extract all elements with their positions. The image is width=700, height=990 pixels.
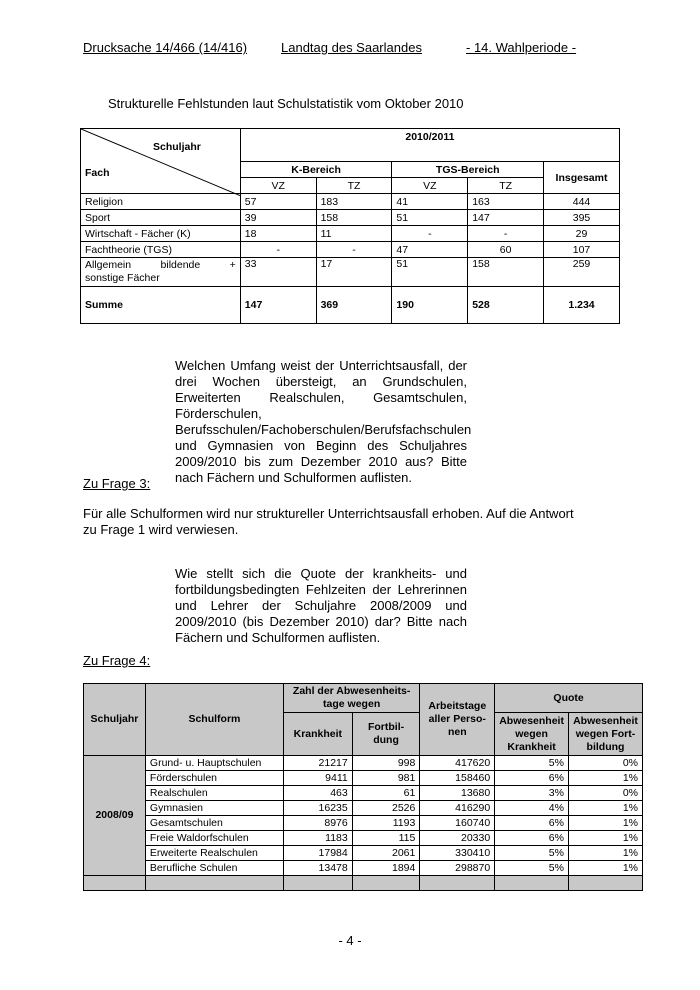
- cell: 47: [392, 242, 468, 258]
- cell-fortbildung: 115: [352, 831, 420, 846]
- sub-header: TZ: [316, 178, 392, 194]
- empty-cell: [568, 876, 642, 891]
- sub-header: TZ: [468, 178, 544, 194]
- cell-arbeitstage: 416290: [420, 801, 495, 816]
- cell-schulform: Gesamtschulen: [145, 816, 283, 831]
- header-period: - 14. Wahlperiode -: [466, 40, 577, 55]
- cell-quote-fortbildung: 0%: [568, 786, 642, 801]
- empty-cell: [495, 876, 569, 891]
- total-header: Insgesamt: [544, 162, 620, 194]
- cell-quote-fortbildung: 1%: [568, 801, 642, 816]
- cell-krankheit: 463: [283, 786, 352, 801]
- cell-schulform: Freie Waldorfschulen: [145, 831, 283, 846]
- cell-quote-krankheit: 3%: [495, 786, 569, 801]
- cell-fortbildung: 998: [352, 756, 420, 771]
- header-abw-fortbildung: Abwesenheit wegen Fort-bildung: [568, 713, 642, 756]
- corner-label-fach: Fach: [85, 167, 110, 179]
- empty-cell: [283, 876, 352, 891]
- header-zahl-abwesenheitstage: Zahl der Abwesenheits-tage wegen: [283, 684, 419, 713]
- table-row: [84, 861, 643, 876]
- row-label: Sport: [81, 210, 241, 226]
- table-row: [84, 771, 643, 786]
- cell-fortbildung: 2061: [352, 846, 420, 861]
- cell-quote-fortbildung: 1%: [568, 861, 642, 876]
- cell-quote-krankheit: 5%: [495, 756, 569, 771]
- cell: 33: [240, 258, 316, 287]
- cell: 163: [468, 194, 544, 210]
- diagonal-divider: [81, 129, 241, 196]
- question-3: Welchen Umfang weist der Unterrichtsausfall, der drei Wochen übersteigt, an Grundschulen, Erweiterten Realschulen, Gesamtschulen, Förderschulen, Berufsschulen/Fachoberschulen/Berufsfachschulen und Gymnasien von Beginn des Schuljahres 2009/2010 bis zum Dezember 2010 aus? Bitte nach Fächern und Schulformen auflisten.: [175, 358, 472, 485]
- cell: 29: [544, 226, 620, 242]
- sub-header: VZ: [240, 178, 316, 194]
- table-row: [81, 210, 620, 226]
- cell: 183: [316, 194, 392, 210]
- cell-arbeitstage: 158460: [420, 771, 495, 786]
- cell: 395: [544, 210, 620, 226]
- cell-quote-fortbildung: 1%: [568, 831, 642, 846]
- cell: 41: [392, 194, 468, 210]
- question-4: Wie stellt sich die Quote der krankheits- und fortbildungsbedingten Fehlzeiten der Lehrerinnen und Lehrer der Schuljahre 2008/2009 und 2009/2010 (bis Dezember 2010) dar? Bitte nach Fächern und Schulformen auflisten.: [175, 566, 467, 645]
- cell-arbeitstage: 417620: [420, 756, 495, 771]
- table-row: [81, 258, 620, 287]
- cell-quote-krankheit: 5%: [495, 846, 569, 861]
- zu-frage-4: Zu Frage 4:: [83, 653, 151, 668]
- cell: 11: [316, 226, 392, 242]
- header-quote: Quote: [495, 684, 643, 713]
- cell: 107: [544, 242, 620, 258]
- group-k-bereich: K-Bereich: [240, 162, 392, 178]
- cell-krankheit: 21217: [283, 756, 352, 771]
- cell: 39: [240, 210, 316, 226]
- cell-krankheit: 9411: [283, 771, 352, 786]
- sub-header: VZ: [392, 178, 468, 194]
- cell-quote-krankheit: 6%: [495, 771, 569, 786]
- cell: 51: [392, 258, 468, 287]
- empty-cell: [420, 876, 495, 891]
- sum-label: Summe: [81, 287, 241, 324]
- empty-cell: [352, 876, 420, 891]
- cell: 17: [316, 258, 392, 287]
- sum-cell: 147: [240, 287, 316, 324]
- table-structural-missing-hours: [80, 128, 620, 324]
- header-fortbildung: Fortbil-dung: [352, 713, 420, 756]
- empty-cell: [145, 876, 283, 891]
- cell-schulform: Förderschulen: [145, 771, 283, 786]
- row-label: Fachtheorie (TGS): [81, 242, 241, 258]
- row-label: Religion: [81, 194, 241, 210]
- row-label: [81, 258, 241, 287]
- cell-krankheit: 17984: [283, 846, 352, 861]
- table-row: [81, 226, 620, 242]
- page-number: - 4 -: [338, 933, 362, 948]
- corner-label-schuljahr: Schuljahr: [153, 141, 201, 153]
- cell: 444: [544, 194, 620, 210]
- cell-fortbildung: 981: [352, 771, 420, 786]
- table-row: [84, 786, 643, 801]
- cell-quote-krankheit: 4%: [495, 801, 569, 816]
- header-doc-number: Drucksache 14/466 (14/416): [83, 40, 248, 55]
- cell-fortbildung: 2526: [352, 801, 420, 816]
- allg-word-2: bildende: [160, 259, 201, 271]
- sum-cell: 1.234: [544, 287, 620, 324]
- header-parliament: Landtag des Saarlandes: [281, 40, 422, 55]
- cell-quote-krankheit: 6%: [495, 816, 569, 831]
- empty-cell: [84, 876, 146, 891]
- header-schulform: Schulform: [145, 684, 283, 756]
- header-schuljahr: Schuljahr: [84, 684, 146, 756]
- table1-year: 2010/2011: [240, 129, 619, 162]
- cell-schulform: Berufliche Schulen: [145, 861, 283, 876]
- cell-fortbildung: 1193: [352, 816, 420, 831]
- table-absence-rates: [83, 683, 643, 891]
- table-row: [84, 756, 643, 771]
- allg-word-1: Allgemein: [85, 259, 132, 271]
- sum-cell: 528: [468, 287, 544, 324]
- sum-cell: 369: [316, 287, 392, 324]
- cell: 158: [316, 210, 392, 226]
- cell-krankheit: 16235: [283, 801, 352, 816]
- header-arbeitstage: Arbeitstage aller Perso-nen: [420, 684, 495, 756]
- cell-krankheit: 13478: [283, 861, 352, 876]
- table-row: [84, 816, 643, 831]
- cell-fortbildung: 61: [352, 786, 420, 801]
- cell: 158: [468, 258, 544, 287]
- cell-krankheit: 1183: [283, 831, 352, 846]
- cell-schulform: Grund- u. Hauptschulen: [145, 756, 283, 771]
- cell: 18: [240, 226, 316, 242]
- cell: -: [392, 226, 468, 242]
- cell-schulform: Realschulen: [145, 786, 283, 801]
- cell-quote-fortbildung: 0%: [568, 756, 642, 771]
- row-label: Wirtschaft - Fächer (K): [81, 226, 241, 242]
- cell-quote-fortbildung: 1%: [568, 846, 642, 861]
- table-row: [84, 831, 643, 846]
- cell-arbeitstage: 330410: [420, 846, 495, 861]
- year-cell: 2008/09: [84, 756, 146, 876]
- allg-plus: +: [229, 259, 236, 271]
- cell: 147: [468, 210, 544, 226]
- header-krankheit: Krankheit: [283, 713, 352, 756]
- cell-quote-fortbildung: 1%: [568, 771, 642, 786]
- cell: 60: [468, 242, 544, 258]
- cell: -: [316, 242, 392, 258]
- table1-caption: Strukturelle Fehlstunden laut Schulstatistik vom Oktober 2010: [108, 96, 464, 111]
- header-abw-krankheit: Abwesenheit wegen Krankheit: [495, 713, 569, 756]
- cell: 51: [392, 210, 468, 226]
- table-row-empty: [84, 876, 643, 891]
- cell-arbeitstage: 160740: [420, 816, 495, 831]
- cell-arbeitstage: 13680: [420, 786, 495, 801]
- table1-corner-cell: [81, 129, 241, 194]
- cell-schulform: Erweiterte Realschulen: [145, 846, 283, 861]
- allg-line-2: sonstige Fächer: [85, 272, 160, 284]
- cell: 57: [240, 194, 316, 210]
- group-tgs-bereich: TGS-Bereich: [392, 162, 544, 178]
- cell-fortbildung: 1894: [352, 861, 420, 876]
- cell: -: [468, 226, 544, 242]
- sum-cell: 190: [392, 287, 468, 324]
- cell-quote-fortbildung: 1%: [568, 816, 642, 831]
- table-row: [84, 846, 643, 861]
- cell-krankheit: 8976: [283, 816, 352, 831]
- cell-schulform: Gymnasien: [145, 801, 283, 816]
- cell-quote-krankheit: 6%: [495, 831, 569, 846]
- table-row-sum: [81, 287, 620, 324]
- cell: 259: [544, 258, 620, 287]
- answer-3: Für alle Schulformen wird nur struktureller Unterrichtsausfall erhoben. Auf die Antwort zu Frage 1 wird verwiesen.: [83, 506, 574, 537]
- table-row: [81, 242, 620, 258]
- zu-frage-3: Zu Frage 3:: [83, 476, 151, 491]
- cell-arbeitstage: 298870: [420, 861, 495, 876]
- cell-quote-krankheit: 5%: [495, 861, 569, 876]
- table-row: [84, 801, 643, 816]
- cell: -: [240, 242, 316, 258]
- cell-arbeitstage: 20330: [420, 831, 495, 846]
